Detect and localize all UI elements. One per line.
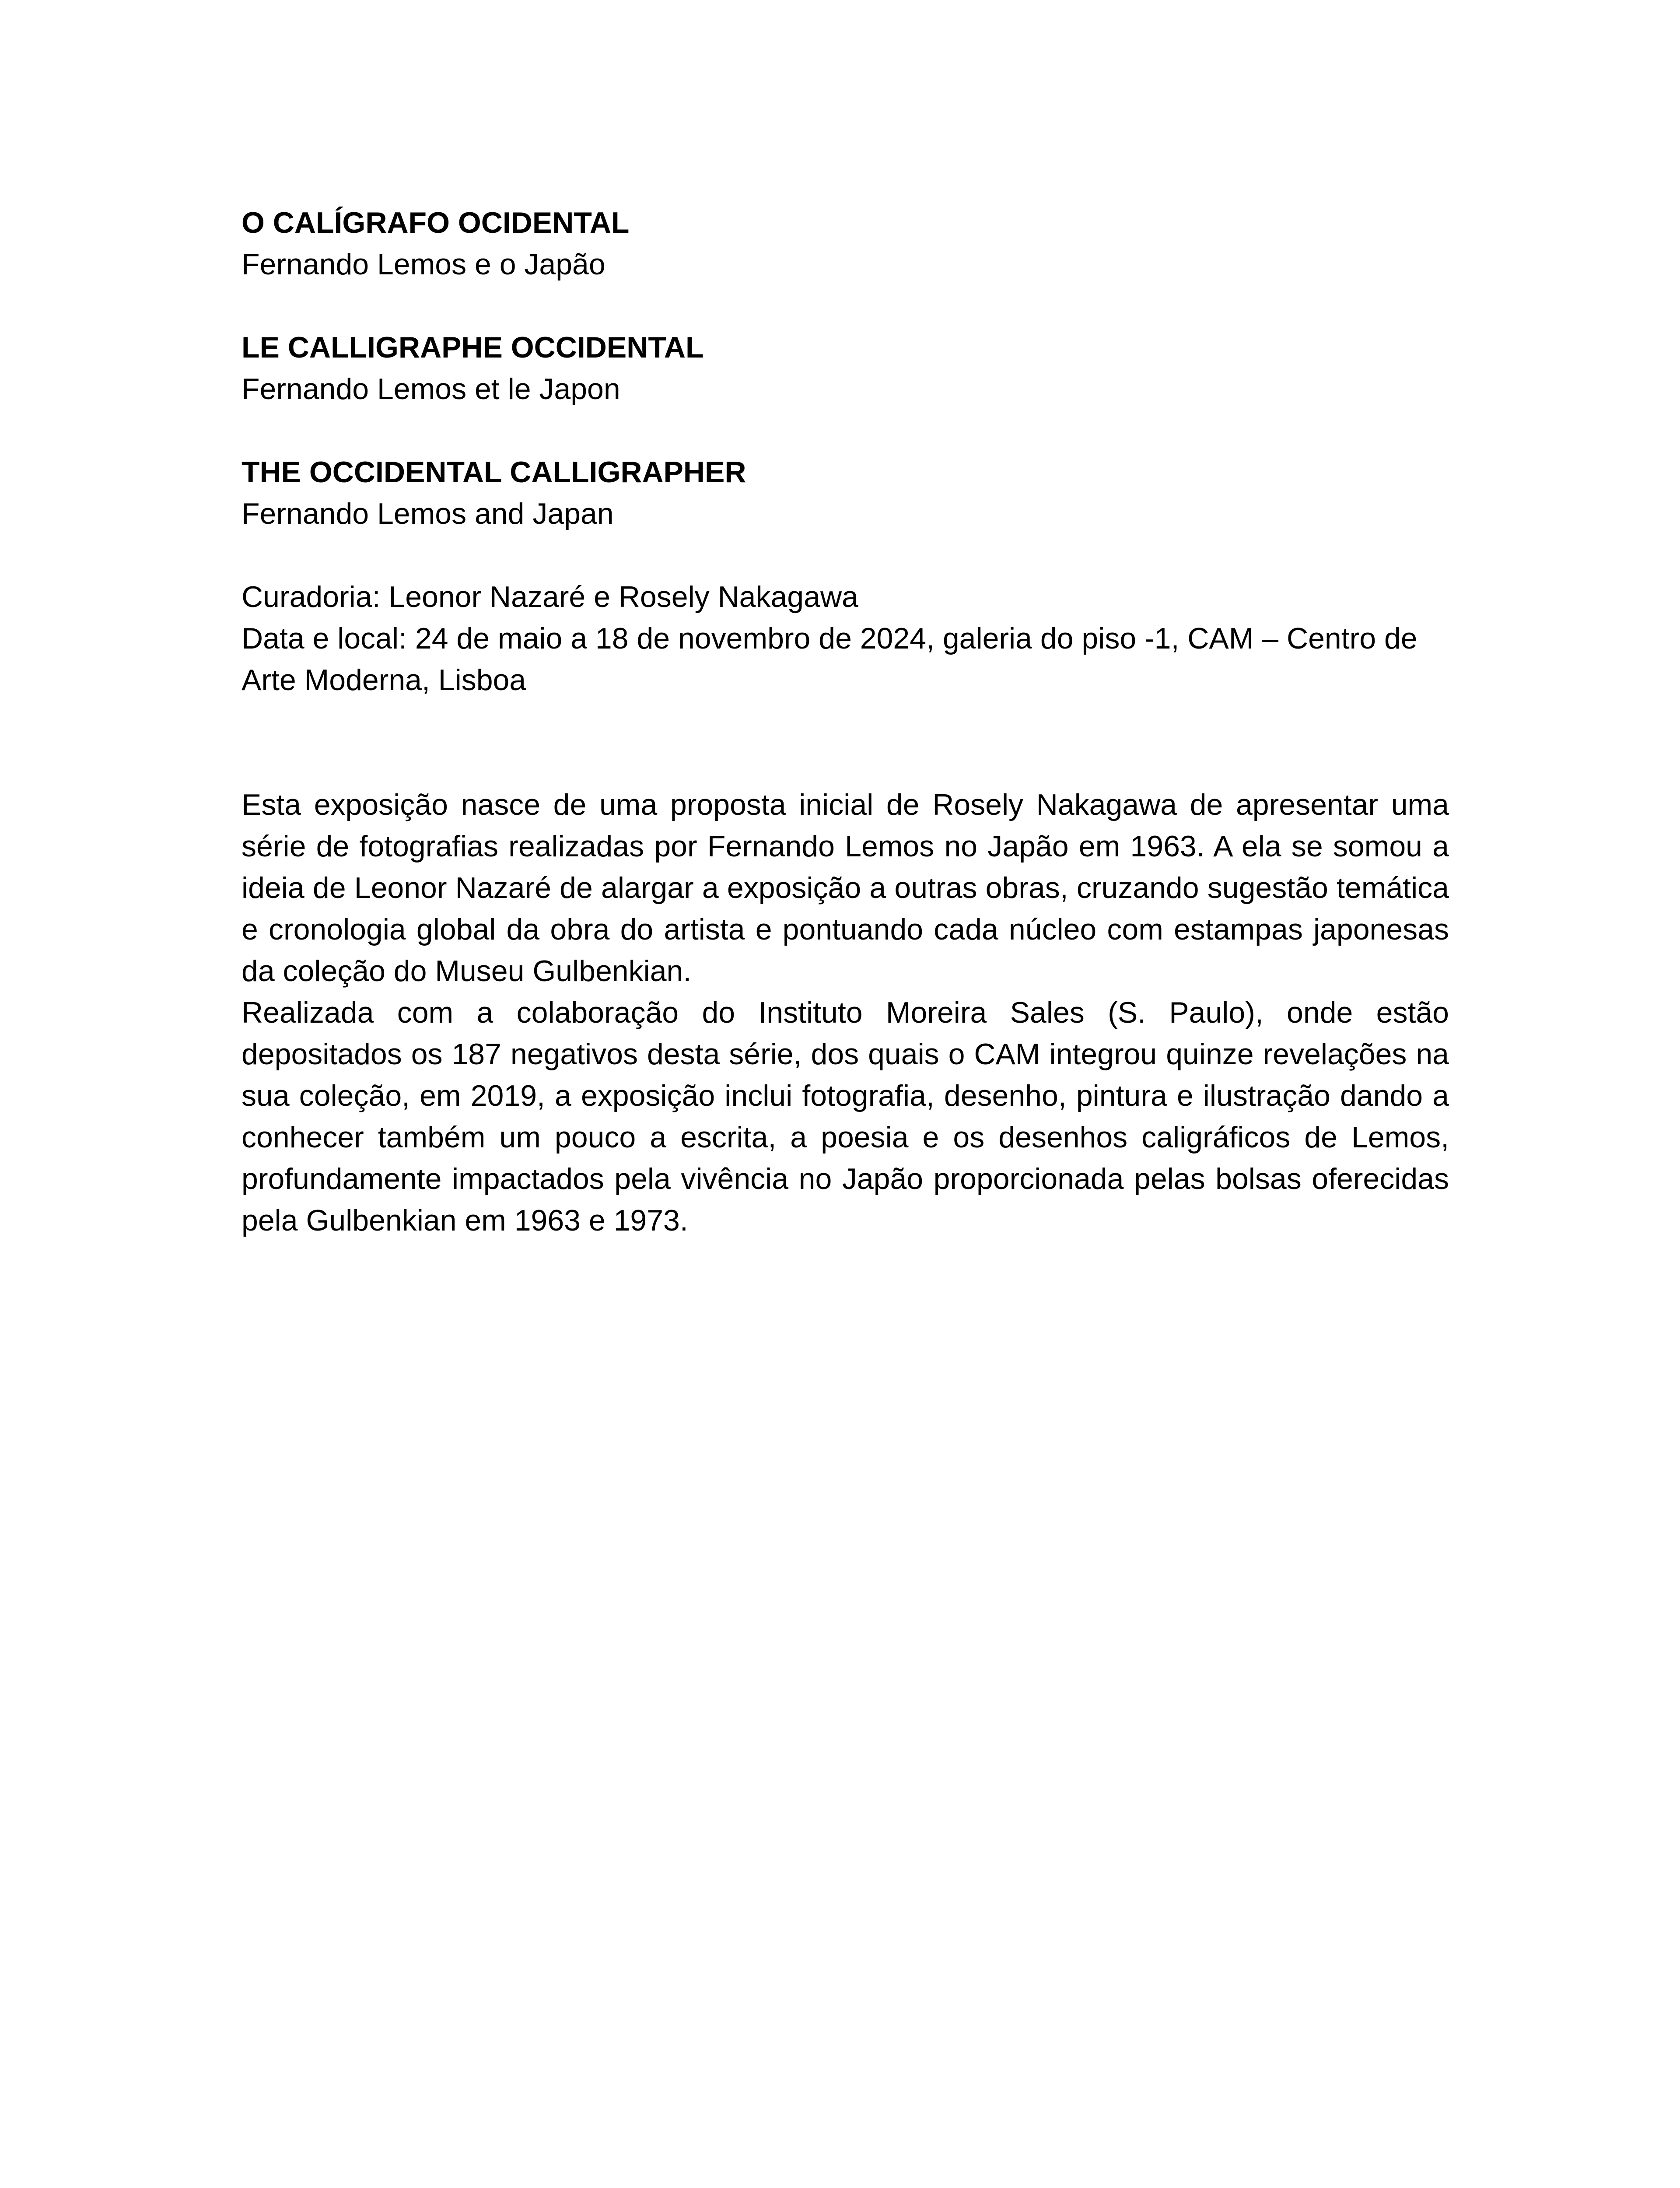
exhibition-title-pt: O CALÍGRAFO OCIDENTAL xyxy=(242,206,630,239)
exhibition-title-en: THE OCCIDENTAL CALLIGRAPHER xyxy=(242,456,746,489)
exhibition-subtitle-en: Fernando Lemos and Japan xyxy=(242,497,614,530)
exhibition-subtitle-pt: Fernando Lemos e o Japão xyxy=(242,248,606,281)
curators-line: Curadoria: Leonor Nazaré e Rosely Nakagawa xyxy=(242,580,858,614)
title-block-portuguese xyxy=(242,202,1449,285)
date-place-line: Data e local: 24 de maio a 18 de novembro de 2024, galeria do piso -1, CAM – Centro de Arte Moderna, Lisboa xyxy=(242,622,1418,697)
body-paragraph-2: Realizada com a colaboração do Instituto Moreira Sales (S. Paulo), onde estão depositados os 187 negativos desta série, dos quais o CAM integrou quinze revelações na sua coleção, em 2019, a exposição inclui fotografia, desenho, pintura e ilustração dando a conhecer também um pouco a escrita, a poesia e os desenhos caligráficos de Lemos, profundamente impactados pela vivência no Japão proporcionada pelas bolsas oferecidas pela Gulbenkian em 1963 e 1973. xyxy=(242,996,1449,1237)
exhibition-title-fr: LE CALLIGRAPHE OCCIDENTAL xyxy=(242,331,704,364)
document-page xyxy=(242,202,1449,1241)
credits-block xyxy=(242,576,1449,701)
title-block-french xyxy=(242,327,1449,410)
title-block-english xyxy=(242,452,1449,535)
exhibition-subtitle-fr: Fernando Lemos et le Japon xyxy=(242,372,620,406)
body-text xyxy=(242,784,1449,1241)
body-paragraph-1: Esta exposição nasce de uma proposta inicial de Rosely Nakagawa de apresentar uma série de fotografias realizadas por Fernando Lemos no Japão em 1963. A ela se somou a ideia de Leonor Nazaré de alargar a exposição a outras obras, cruzando sugestão temática e cronologia global da obra do artista e pontuando cada núcleo com estampas japonesas da coleção do Museu Gulbenkian. xyxy=(242,788,1449,988)
